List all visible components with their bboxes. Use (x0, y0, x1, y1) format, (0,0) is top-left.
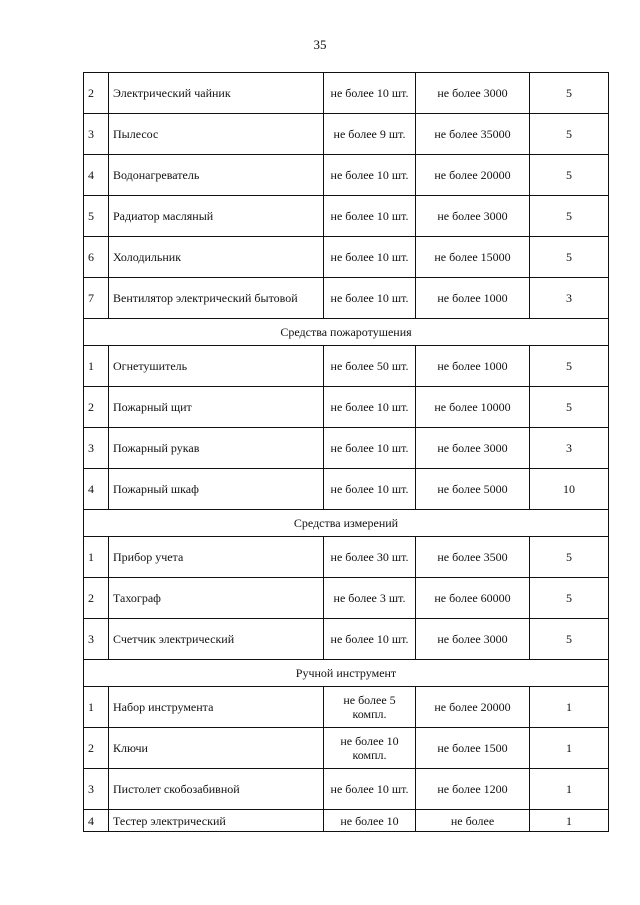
table-row (84, 769, 609, 810)
section-heading-row (84, 319, 609, 346)
table-row (84, 73, 609, 114)
item-name-cell: Пистолет скобозабивной (109, 769, 324, 810)
service-years-cell: 5 (530, 196, 609, 237)
section-heading: Ручной инструмент (84, 660, 609, 687)
price-cell: не более 20000 (416, 687, 530, 728)
price-cell: не более (416, 810, 530, 832)
service-years-cell: 5 (530, 346, 609, 387)
quantity-cell: не более 10 шт. (324, 278, 416, 319)
row-number-cell: 1 (84, 687, 109, 728)
price-cell: не более 5000 (416, 469, 530, 510)
quantity-cell: не более 10 (324, 810, 416, 832)
price-cell: не более 1000 (416, 278, 530, 319)
row-number-cell: 6 (84, 237, 109, 278)
quantity-cell: не более 10 шт. (324, 196, 416, 237)
service-years-cell: 5 (530, 114, 609, 155)
quantity-cell: не более 50 шт. (324, 346, 416, 387)
quantity-cell: не более 10 шт. (324, 73, 416, 114)
item-name-cell: Ключи (109, 728, 324, 769)
section-heading: Средства пожаротушения (84, 319, 609, 346)
table-row (84, 346, 609, 387)
row-number-cell: 2 (84, 387, 109, 428)
section-heading: Средства измерений (84, 510, 609, 537)
table-body (84, 73, 609, 832)
item-name-cell: Прибор учета (109, 537, 324, 578)
row-number-cell: 3 (84, 114, 109, 155)
row-number-cell: 3 (84, 769, 109, 810)
item-name-cell: Электрический чайник (109, 73, 324, 114)
service-years-cell: 1 (530, 810, 609, 832)
price-cell: не более 3000 (416, 196, 530, 237)
row-number-cell: 2 (84, 578, 109, 619)
quantity-cell: не более 5 компл. (324, 687, 416, 728)
service-years-cell: 1 (530, 769, 609, 810)
quantity-cell: не более 10 шт. (324, 619, 416, 660)
table-row (84, 619, 609, 660)
item-name-cell: Тахограф (109, 578, 324, 619)
row-number-cell: 1 (84, 537, 109, 578)
item-name-cell: Водонагреватель (109, 155, 324, 196)
equipment-table (83, 72, 609, 832)
price-cell: не более 10000 (416, 387, 530, 428)
quantity-cell: не более 10 шт. (324, 155, 416, 196)
service-years-cell: 3 (530, 278, 609, 319)
item-name-cell: Тестер электрический (109, 810, 324, 832)
table-row (84, 537, 609, 578)
item-name-cell: Счетчик электрический (109, 619, 324, 660)
quantity-cell: не более 10 компл. (324, 728, 416, 769)
price-cell: не более 60000 (416, 578, 530, 619)
price-cell: не более 1500 (416, 728, 530, 769)
quantity-cell: не более 30 шт. (324, 537, 416, 578)
row-number-cell: 2 (84, 73, 109, 114)
item-name-cell: Пожарный шкаф (109, 469, 324, 510)
price-cell: не более 1000 (416, 346, 530, 387)
table-row (84, 278, 609, 319)
service-years-cell: 5 (530, 387, 609, 428)
service-years-cell: 5 (530, 537, 609, 578)
row-number-cell: 1 (84, 346, 109, 387)
table-row (84, 196, 609, 237)
row-number-cell: 3 (84, 428, 109, 469)
row-number-cell: 5 (84, 196, 109, 237)
row-number-cell: 3 (84, 619, 109, 660)
table-row (84, 114, 609, 155)
section-heading-row (84, 510, 609, 537)
quantity-cell: не более 10 шт. (324, 428, 416, 469)
service-years-cell: 3 (530, 428, 609, 469)
table-row (84, 387, 609, 428)
quantity-cell: не более 3 шт. (324, 578, 416, 619)
item-name-cell: Вентилятор электрический бытовой (109, 278, 324, 319)
section-heading-row (84, 660, 609, 687)
item-name-cell: Пылесос (109, 114, 324, 155)
quantity-cell: не более 9 шт. (324, 114, 416, 155)
table-row (84, 237, 609, 278)
price-cell: не более 3000 (416, 428, 530, 469)
quantity-cell: не более 10 шт. (324, 769, 416, 810)
table-row (84, 578, 609, 619)
row-number-cell: 4 (84, 810, 109, 832)
row-number-cell: 7 (84, 278, 109, 319)
row-number-cell: 4 (84, 155, 109, 196)
item-name-cell: Пожарный рукав (109, 428, 324, 469)
table-row (84, 469, 609, 510)
quantity-cell: не более 10 шт. (324, 469, 416, 510)
page-number: 35 (313, 37, 327, 52)
price-cell: не более 3500 (416, 537, 530, 578)
price-cell: не более 15000 (416, 237, 530, 278)
service-years-cell: 10 (530, 469, 609, 510)
service-years-cell: 5 (530, 73, 609, 114)
price-cell: не более 20000 (416, 155, 530, 196)
table-row (84, 810, 609, 832)
table-row (84, 687, 609, 728)
table-row (84, 428, 609, 469)
service-years-cell: 5 (530, 155, 609, 196)
service-years-cell: 5 (530, 237, 609, 278)
price-cell: не более 1200 (416, 769, 530, 810)
price-cell: не более 3000 (416, 73, 530, 114)
price-cell: не более 3000 (416, 619, 530, 660)
row-number-cell: 4 (84, 469, 109, 510)
table-row (84, 728, 609, 769)
item-name-cell: Огнетушитель (109, 346, 324, 387)
service-years-cell: 5 (530, 619, 609, 660)
service-years-cell: 1 (530, 728, 609, 769)
item-name-cell: Холодильник (109, 237, 324, 278)
table-row (84, 155, 609, 196)
item-name-cell: Пожарный щит (109, 387, 324, 428)
row-number-cell: 2 (84, 728, 109, 769)
quantity-cell: не более 10 шт. (324, 237, 416, 278)
item-name-cell: Радиатор масляный (109, 196, 324, 237)
item-name-cell: Набор инструмента (109, 687, 324, 728)
service-years-cell: 1 (530, 687, 609, 728)
service-years-cell: 5 (530, 578, 609, 619)
price-cell: не более 35000 (416, 114, 530, 155)
quantity-cell: не более 10 шт. (324, 387, 416, 428)
